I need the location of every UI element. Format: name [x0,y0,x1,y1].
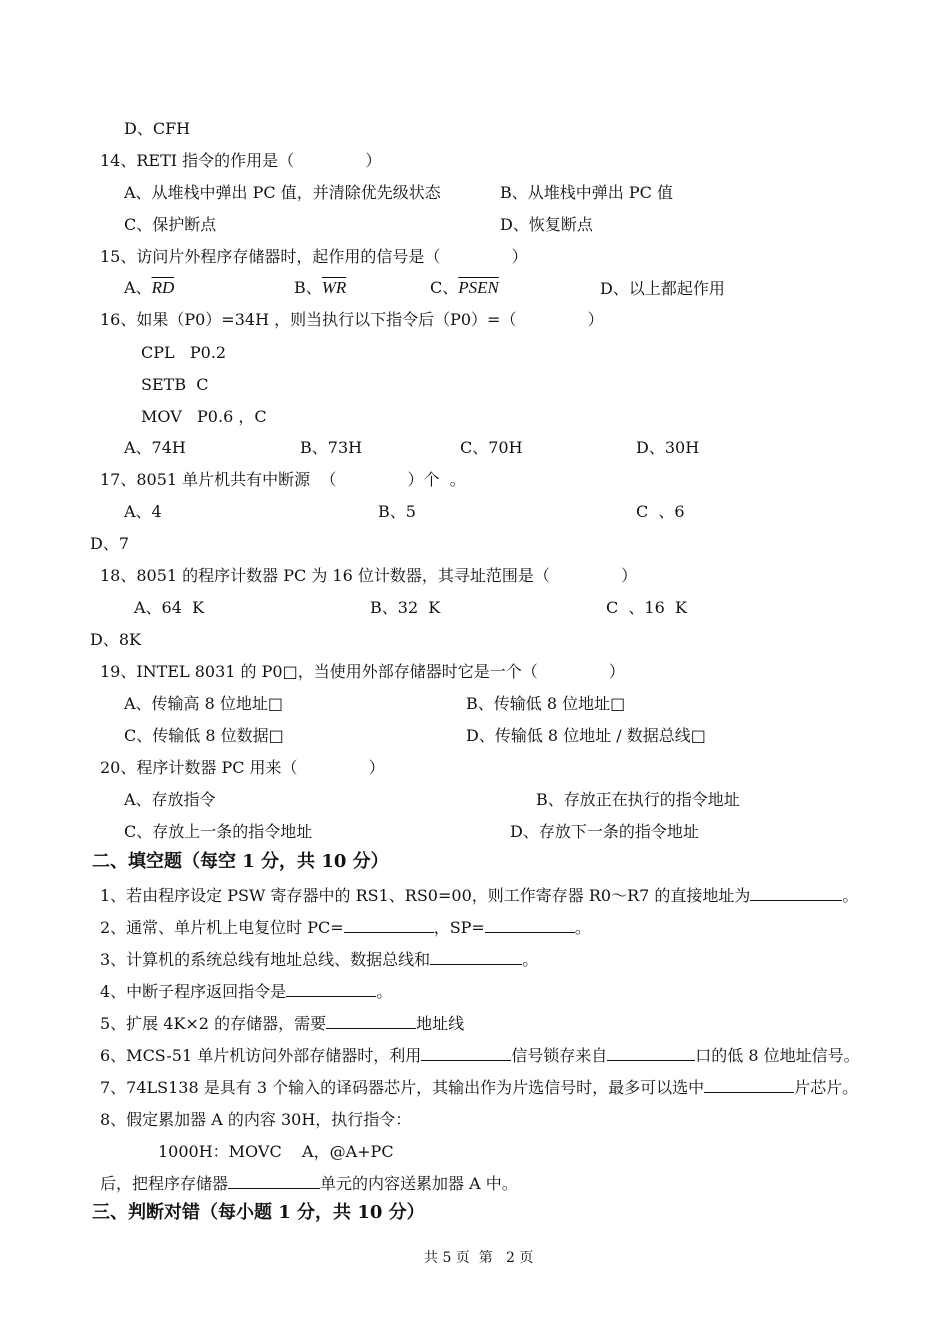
q18-stem: 18、8051 的程序计数器 PC 为 16 位计数器，其寻址范围是（ ） [100,566,638,585]
q15-stem: 15、访问片外程序存储器时，起作用的信号是（ ） [100,247,528,266]
q15-option-a [124,278,174,298]
q16-option-a: A、74H [124,438,186,457]
q14-option-d: D、恢复断点 [500,215,593,234]
wr-signal: $\overline{WR}$ [321,278,347,297]
q14-option-a: A、从堆栈中弹出 PC 值，并清除优先级状态 [124,183,441,202]
page-footer: 共 5 页 第 2 页 [424,1250,534,1266]
q19-option-a: A、传输高 8 位地址□ [124,694,284,713]
answer-blank[interactable] [286,982,376,997]
answer-blank[interactable] [421,1046,511,1061]
answer-blank[interactable] [326,1014,416,1029]
fill-5 [100,1014,464,1034]
q14-stem: 14、RETI 指令的作用是（ ） [100,151,382,170]
q16-option-b: B、73H [300,438,363,457]
fill-6-text: 6、MCS-51 单片机访问外部存储器时，利用 [100,1046,422,1065]
q14-option-c: C、保护断点 [124,215,217,234]
q19-option-c: C、传输低 8 位数据□ [124,726,284,745]
fill-8-cont-end: 单元的内容送累加器 A 中。 [320,1174,518,1193]
answer-blank[interactable] [228,1174,320,1189]
fill-6 [100,1046,860,1066]
fill-2-text: 2、通常、单片机上电复位时 PC= [100,918,344,937]
q14-option-b: B、从堆栈中弹出 PC 值 [500,183,673,202]
option-a-prefix: A、 [124,278,152,297]
fill-1-text: 1、若由程序设定 PSW 寄存器中的 RS1、RS0=00，则工作寄存器 R0～R7 的直接地址为 [100,886,751,905]
q18-option-d: D、8K [90,630,141,649]
fill-3-text: 3、计算机的系统总线有地址总线、数据总线和 [100,950,431,969]
q16-option-d: D、30H [636,438,700,457]
q17-option-b: B、5 [378,502,416,521]
fill-8-code: 1000H：MOVC A，@A+PC [158,1142,394,1161]
q19-option-b: B、传输低 8 位地址□ [466,694,626,713]
fill-2-mid: ，SP= [433,918,485,937]
q19-stem: 19、INTEL 8031 的 P0□，当使用外部存储器时它是一个（ ） [100,662,625,681]
fill-2-end: 。 [574,918,591,937]
q20-option-c: C、存放上一条的指令地址 [124,822,313,841]
answer-blank[interactable] [430,950,522,965]
psen-signal: PSEN [458,278,499,297]
rd-signal: $\overline{RD}$ [151,278,175,297]
q16-code-line-2: SETB C [141,375,209,394]
answer-blank[interactable] [485,918,575,933]
fill-3 [100,950,538,970]
option-c-prefix: C、 [430,278,459,297]
fill-1 [100,886,858,906]
q20-option-d: D、存放下一条的指令地址 [510,822,699,841]
q18-option-b: B、32 K [370,598,441,617]
q15-option-c [430,278,499,298]
section-2-title: 二、填空题（每空 1 分，共 10 分） [92,851,389,872]
q16-option-c: C、70H [460,438,523,457]
q19-option-d: D、传输低 8 位地址 / 数据总线□ [466,726,706,745]
fill-6-mid: 信号锁存来自 [511,1046,608,1065]
fill-6-end: 口的低 8 位地址信号。 [695,1046,860,1065]
answer-blank[interactable] [704,1078,794,1093]
fill-7-text: 7、74LS138 是具有 3 个输入的译码器芯片，其输出作为片选信号时，最多可以选中 [100,1078,705,1097]
q17-option-a: A、4 [124,502,162,521]
option-b-prefix: B、 [294,278,322,297]
fill-1-end: 。 [842,886,859,905]
q18-option-a: A、64 K [134,598,205,617]
fill-3-end: 。 [522,950,539,969]
fill-4-text: 4、中断子程序返回指令是 [100,982,287,1001]
fill-5-end: 地址线 [416,1014,465,1033]
answer-blank[interactable] [344,918,434,933]
q16-code-line-1: CPL P0.2 [141,343,227,362]
q16-stem: 16、如果（P0）=34H ，则当执行以下指令后（P0）=（ ） [100,310,604,329]
answer-blank[interactable] [607,1046,695,1061]
q17-option-d: D、7 [90,534,130,553]
fill-8: 8、假定累加器 A 的内容 30H，执行指令： [100,1110,412,1129]
q13-option-d: D、CFH [124,119,191,138]
q16-code-line-3: MOV P0.6 ，C [141,407,267,426]
q17-stem: 17、8051 单片机共有中断源 （ ）个 。 [100,470,466,489]
section-3-title: 三、判断对错（每小题 1 分，共 10 分） [92,1202,425,1223]
fill-7-end: 片芯片。 [794,1078,859,1097]
q20-option-a: A、存放指令 [124,790,216,809]
q15-option-b [294,278,346,298]
q15-option-d: D、以上都起作用 [600,279,725,298]
fill-7 [100,1078,858,1098]
q20-option-b: B、存放正在执行的指令地址 [536,790,740,809]
q18-option-c: C 、16 K [606,598,687,617]
fill-2 [100,918,591,938]
answer-blank[interactable] [750,886,842,901]
fill-4-end: 。 [376,982,393,1001]
q17-option-c: C 、6 [636,502,685,521]
q20-stem: 20、程序计数器 PC 用来（ ） [100,758,385,777]
fill-4 [100,982,392,1002]
fill-8-cont [100,1174,518,1194]
fill-5-text: 5、扩展 4K×2 的存储器，需要 [100,1014,327,1033]
fill-8-cont-text: 后，把程序存储器 [100,1174,229,1193]
